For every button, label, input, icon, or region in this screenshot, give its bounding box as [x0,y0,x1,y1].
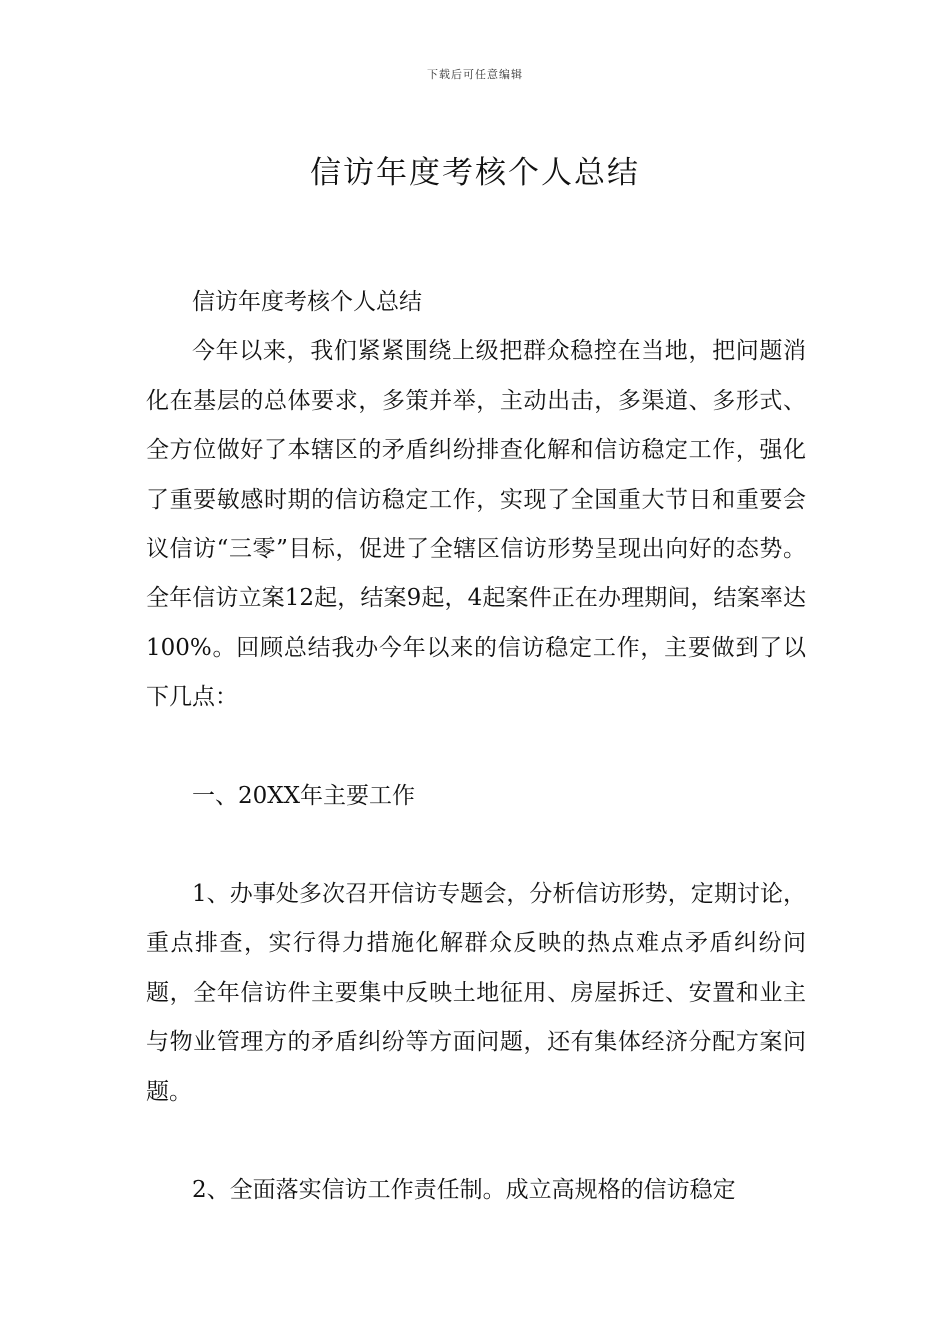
intro-paragraph: 今年以来，我们紧紧围绕上级把群众稳控在当地，把问题消化在基层的总体要求，多策并举，主动出击，多渠道、多形式、全方位做好了本辖区的矛盾纠纷排查化解和信访稳定工作，强化了重要敏感时期的信访稳定工作，实现了全国重大节日和重要会议信访“三零”目标，促进了全辖区信访形势呈现出向好的态势。全年信访立案12起，结案9起，4起案件正在办理期间，结案率达100%。回顾总结我办今年以来的信访稳定工作，主要做到了以下几点： [146,338,806,711]
paragraph-gap [146,1117,806,1166]
subtitle-paragraph: 信访年度考核个人总结 [192,289,422,315]
item-2-paragraph: 2、全面落实信访工作责任制。成立高规格的信访稳定 [192,1177,736,1204]
paragraph-gap [146,723,806,772]
document-body [146,278,806,1216]
document-title: 信访年度考核个人总结 [310,154,640,191]
header-note: 下载后可任意编辑 [427,68,523,81]
section-heading: 一、20XX年主要工作 [192,782,416,809]
paragraph-gap [146,821,806,870]
item-1-paragraph: 1、办事处多次召开信访专题会，分析信访形势，定期讨论，重点排查，实行得力措施化解群众反映的热点难点矛盾纠纷问题，全年信访件主要集中反映土地征用、房屋拆迁、安置和业主与物业管理方的矛盾纠纷等方面问题，还有集体经济分配方案问题。 [146,881,806,1105]
